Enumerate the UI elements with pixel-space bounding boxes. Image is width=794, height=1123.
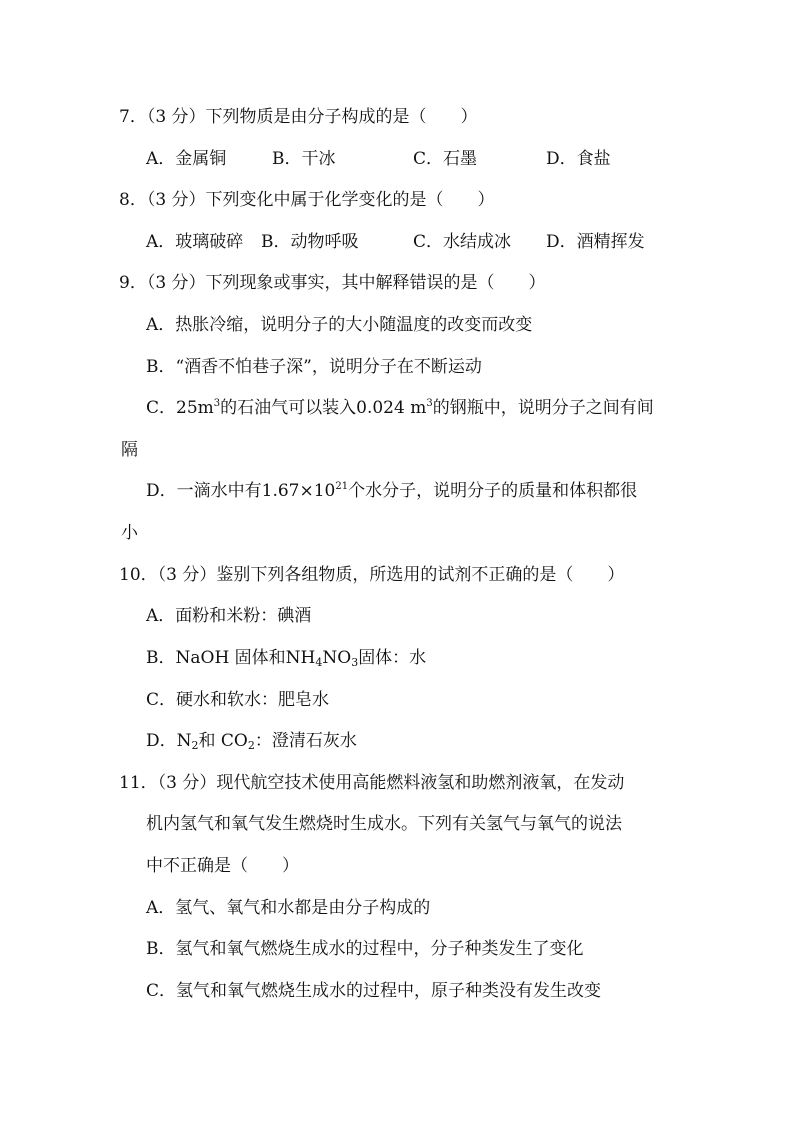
q10-b-part2: NO (322, 648, 352, 668)
q10-option-a: A．面粉和米粉：碘酒 (146, 606, 312, 626)
q10-d-part3: ：澄清石灰水 (254, 731, 357, 751)
q10-option-c: C．硬水和软水：肥皂水 (146, 690, 330, 710)
q10-option-b (146, 647, 426, 669)
q7-option-a: A．金属铜 (146, 149, 227, 169)
q11-option-b: B．氢气和氧气燃烧生成水的过程中，分子种类发生了变化 (146, 939, 584, 959)
q9-d-sup: 21 (335, 481, 349, 492)
q8-option-c: C．水结成冰 (413, 232, 512, 252)
q9-c-part2: 的石油气可以装入0.024 m (220, 398, 427, 418)
q7-stem: 7．（3 分）下列物质是由分子构成的是（ ） (119, 107, 478, 127)
q11-stem-line3: 中不正确是（ ） (146, 856, 299, 876)
q10-d-part1: D．N (146, 731, 192, 751)
q9-option-c (146, 397, 654, 419)
q7-option-c: C．石墨 (413, 149, 478, 169)
q9-c-part1: C．25m (146, 398, 214, 418)
q8-option-d: D．酒精挥发 (546, 232, 645, 252)
q10-b-part1: B．NaOH 固体和NH (146, 648, 316, 668)
q11-option-c: C．氢气和氧气燃烧生成水的过程中，原子种类没有发生改变 (146, 981, 602, 1001)
q10-d-part2: 和 CO (198, 731, 248, 751)
q9-c-sup1: 3 (213, 398, 221, 409)
q9-c-part3: 的钢瓶中，说明分子之间有间 (432, 398, 654, 418)
q9-c-sup2: 3 (426, 398, 433, 409)
q11-stem-line1: 11．（3 分）现代航空技术使用高能燃料液氢和助燃剂液氧，在发动 (119, 773, 625, 793)
q7-option-b: B．干冰 (272, 149, 336, 169)
q10-b-sub2: 3 (351, 656, 359, 669)
q9-d-part1: D．一滴水中有1.67×10 (146, 481, 336, 501)
q10-d-sub2: 2 (247, 739, 255, 752)
q8-option-b: B．动物呼吸 (261, 232, 359, 252)
q9-option-a: A．热胀冷缩，说明分子的大小随温度的改变而改变 (146, 315, 533, 335)
q9-option-d (146, 480, 637, 502)
q7-option-d: D．食盐 (546, 149, 611, 169)
q10-option-d (146, 730, 357, 752)
q8-stem: 8．（3 分）下列变化中属于化学变化的是（ ） (119, 190, 495, 210)
q9-option-b: B．“酒香不怕巷子深”，说明分子在不断运动 (146, 357, 482, 377)
q8-option-a: A．玻璃破碎 (146, 232, 244, 252)
q9-d-wrap: 小 (121, 523, 138, 543)
q9-d-part2: 个水分子，说明分子的质量和体积都很 (348, 481, 638, 501)
q10-b-part3: 固体：水 (358, 648, 427, 668)
q9-c-wrap: 隔 (121, 440, 138, 460)
q10-d-sub1: 2 (191, 739, 199, 752)
q9-stem: 9．（3 分）下列现象或事实，其中解释错误的是（ ） (119, 273, 546, 293)
q10-stem: 10．（3 分）鉴别下列各组物质，所选用的试剂不正确的是（ ） (119, 565, 625, 585)
q11-stem-line2: 机内氢气和氧气发生燃烧时生成水。下列有关氢气与氧气的说法 (146, 814, 622, 834)
q10-b-sub1: 4 (315, 656, 323, 669)
q11-option-a: A．氢气、氧气和水都是由分子构成的 (146, 898, 431, 918)
